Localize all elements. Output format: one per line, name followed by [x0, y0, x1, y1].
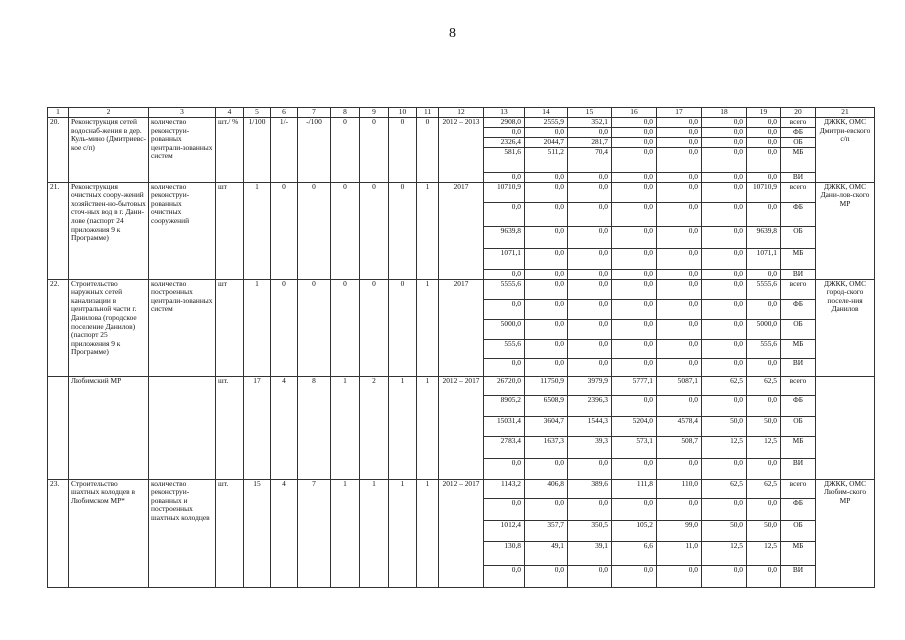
amount: 0,0 [612, 358, 657, 376]
row-number [48, 376, 69, 479]
indicator-value: 0 [331, 182, 360, 279]
amount: 0,0 [747, 395, 781, 416]
amount: 389,6 [568, 479, 612, 498]
funding-source: ОБ [781, 319, 816, 339]
amount: 1012,4 [484, 520, 525, 541]
measure-name: Строительство шахтных колодцев в Любимском МР* [69, 479, 149, 587]
indicator: количество реконструи-рованных очистных сооружений [149, 182, 216, 279]
indicator-value: 0 [417, 118, 439, 183]
amount: 0,0 [702, 248, 747, 269]
amount: 555,6 [747, 339, 781, 358]
table-row [48, 118, 875, 128]
measure-name: Реконструкция сетей водоснаб-жения в дер. Куль-мино (Дмитриевс-кое с/п) [69, 118, 149, 183]
amount: 0,0 [568, 182, 612, 202]
amount: 0,0 [568, 172, 612, 182]
indicator-value: 0 [360, 118, 389, 183]
funding-source: всего [781, 479, 816, 498]
funding-source: МБ [781, 436, 816, 458]
indicator-value: 0 [389, 118, 417, 183]
amount: 11,0 [657, 541, 702, 565]
amount: 0,0 [612, 565, 657, 587]
table-body [48, 108, 875, 588]
indicator-value: 1 [331, 376, 360, 479]
amount: 0,0 [525, 202, 568, 226]
amount: 0,0 [612, 248, 657, 269]
amount: 0,0 [702, 458, 747, 479]
amount: 39,3 [568, 436, 612, 458]
measure-name: Строительство наружных сетей канализации в центральной части г. Данилова (городское поселение Данилов) (паспорт 25 приложения 9 к Программе) [69, 279, 149, 376]
amount: 0,0 [484, 458, 525, 479]
column-number: 2 [69, 108, 149, 118]
indicator-value: 1 [331, 479, 360, 587]
amount: 11750,9 [525, 376, 568, 395]
amount: 511,2 [525, 147, 568, 172]
period: 2017 [439, 279, 484, 376]
funding-source: ОБ [781, 137, 816, 147]
measure-name: Реконструкция очистных соору-жений хозяйствен-но-бытовых сточ-ных вод в г. Дани-лове (паспорт 24 приложения 9 к Программе) [69, 182, 149, 279]
column-number: 6 [271, 108, 298, 118]
amount: 0,0 [657, 565, 702, 587]
funding-source: ВИ [781, 358, 816, 376]
amount: 0,0 [657, 226, 702, 248]
amount: 5204,0 [612, 416, 657, 436]
amount: 6,6 [612, 541, 657, 565]
amount: 0,0 [612, 458, 657, 479]
amount: 62,5 [702, 376, 747, 395]
column-number: 10 [389, 108, 417, 118]
funding-source: ФБ [781, 299, 816, 319]
funding-source: МБ [781, 339, 816, 358]
amount: 70,4 [568, 147, 612, 172]
amount: 0,0 [568, 269, 612, 279]
amount: 5777,1 [612, 376, 657, 395]
indicator-value: 0 [389, 279, 417, 376]
indicator-value: 1 [417, 279, 439, 376]
amount: 0,0 [747, 299, 781, 319]
amount: 50,0 [747, 416, 781, 436]
amount: 0,0 [702, 172, 747, 182]
amount: 0,0 [702, 565, 747, 587]
unit: шт [216, 182, 244, 279]
indicator-value: 15 [244, 479, 271, 587]
amount: 62,5 [702, 479, 747, 498]
funding-source: МБ [781, 147, 816, 172]
amount: 0,0 [657, 248, 702, 269]
amount: 0,0 [747, 118, 781, 128]
amount: 0,0 [568, 358, 612, 376]
amount: 1071,1 [484, 248, 525, 269]
indicator-value: 1 [417, 479, 439, 587]
amount: 0,0 [484, 299, 525, 319]
amount: 10710,9 [747, 182, 781, 202]
column-number: 8 [331, 108, 360, 118]
executor [816, 376, 875, 479]
amount: 12,5 [747, 541, 781, 565]
amount: 0,0 [525, 269, 568, 279]
amount: 0,0 [657, 182, 702, 202]
amount: 9639,8 [747, 226, 781, 248]
amount: 9639,8 [484, 226, 525, 248]
amount: 50,0 [747, 520, 781, 541]
amount: 0,0 [657, 118, 702, 128]
amount: 49,1 [525, 541, 568, 565]
amount: 0,0 [702, 339, 747, 358]
indicator-value: 1 [417, 376, 439, 479]
amount: 0,0 [657, 269, 702, 279]
unit: шт [216, 279, 244, 376]
column-number: 3 [149, 108, 216, 118]
period: 2012 – 2013 [439, 118, 484, 183]
amount: 0,0 [525, 226, 568, 248]
funding-source: всего [781, 376, 816, 395]
amount: 39,1 [568, 541, 612, 565]
indicator-value: -/100 [298, 118, 331, 183]
amount: 0,0 [525, 127, 568, 137]
indicator-value: 1 [244, 182, 271, 279]
amount: 0,0 [525, 279, 568, 299]
indicator-value: 1 [389, 479, 417, 587]
amount: 281,7 [568, 137, 612, 147]
amount: 50,0 [702, 416, 747, 436]
amount: 0,0 [612, 319, 657, 339]
amount: 0,0 [612, 226, 657, 248]
amount: 0,0 [747, 137, 781, 147]
indicator: количество реконструи-рованных и построенных шахтных колодцев [149, 479, 216, 587]
indicator-value: 0 [331, 279, 360, 376]
executor: ДЖКК, ОМС город-ского поселе-ния Данилов [816, 279, 875, 376]
amount: 0,0 [657, 319, 702, 339]
period: 2017 [439, 182, 484, 279]
amount: 0,0 [525, 319, 568, 339]
indicator-value: 0 [298, 279, 331, 376]
funding-source: всего [781, 182, 816, 202]
amount: 0,0 [657, 498, 702, 520]
amount: 555,6 [484, 339, 525, 358]
amount: 0,0 [484, 358, 525, 376]
column-number: 7 [298, 108, 331, 118]
indicator-value: 0 [271, 279, 298, 376]
unit: шт./ % [216, 118, 244, 183]
amount: 0,0 [612, 182, 657, 202]
amount: 0,0 [747, 202, 781, 226]
amount: 0,0 [568, 458, 612, 479]
amount: 0,0 [702, 319, 747, 339]
amount: 0,0 [568, 127, 612, 137]
amount: 0,0 [657, 358, 702, 376]
indicator-value: 1 [360, 479, 389, 587]
amount: 0,0 [612, 269, 657, 279]
amount: 0,0 [612, 279, 657, 299]
amount: 0,0 [568, 248, 612, 269]
indicator-value: 4 [271, 376, 298, 479]
amount: 0,0 [702, 279, 747, 299]
funding-source: ФБ [781, 395, 816, 416]
table-row [48, 182, 875, 202]
amount: 0,0 [525, 339, 568, 358]
amount: 0,0 [657, 395, 702, 416]
page-number: 8 [449, 26, 456, 41]
amount: 0,0 [484, 269, 525, 279]
table-row [48, 279, 875, 299]
amount: 0,0 [657, 172, 702, 182]
amount: 0,0 [702, 226, 747, 248]
amount: 4578,4 [657, 416, 702, 436]
amount: 0,0 [702, 118, 747, 128]
table-row [48, 376, 875, 395]
amount: 2783,4 [484, 436, 525, 458]
amount: 0,0 [568, 339, 612, 358]
amount: 0,0 [612, 299, 657, 319]
header-row [48, 108, 875, 118]
funding-source: ОБ [781, 520, 816, 541]
amount: 0,0 [568, 226, 612, 248]
amount: 15031,4 [484, 416, 525, 436]
amount: 0,0 [702, 269, 747, 279]
funding-source: всего [781, 118, 816, 128]
funding-source: ВИ [781, 172, 816, 182]
amount: 8905,2 [484, 395, 525, 416]
amount: 1544,3 [568, 416, 612, 436]
amount: 5555,6 [747, 279, 781, 299]
column-number: 4 [216, 108, 244, 118]
amount: 5087,1 [657, 376, 702, 395]
amount: 111,8 [612, 479, 657, 498]
indicator: количество построенных централи-зованных систем [149, 279, 216, 376]
amount: 50,0 [702, 520, 747, 541]
funding-source: МБ [781, 248, 816, 269]
amount: 406,8 [525, 479, 568, 498]
amount: 0,0 [612, 202, 657, 226]
indicator-value: 4 [271, 479, 298, 587]
funding-source: ФБ [781, 498, 816, 520]
amount: 0,0 [702, 182, 747, 202]
indicator-value: 0 [298, 182, 331, 279]
amount: 0,0 [525, 299, 568, 319]
indicator-value: 0 [389, 182, 417, 279]
amount: 0,0 [702, 137, 747, 147]
amount: 0,0 [525, 248, 568, 269]
amount: 350,5 [568, 520, 612, 541]
amount: 0,0 [525, 565, 568, 587]
amount: 0,0 [612, 137, 657, 147]
column-number: 9 [360, 108, 389, 118]
amount: 0,0 [747, 172, 781, 182]
funding-source: ВИ [781, 565, 816, 587]
amount: 0,0 [657, 458, 702, 479]
funding-source: ОБ [781, 416, 816, 436]
amount: 0,0 [612, 118, 657, 128]
row-number: 21. [48, 182, 69, 279]
amount: 0,0 [657, 299, 702, 319]
indicator-value: 17 [244, 376, 271, 479]
amount: 0,0 [484, 202, 525, 226]
amount: 99,0 [657, 520, 702, 541]
amount: 3604,7 [525, 416, 568, 436]
amount: 2555,9 [525, 118, 568, 128]
amount: 12,5 [702, 436, 747, 458]
amount: 0,0 [702, 395, 747, 416]
indicator-value: 8 [298, 376, 331, 479]
amount: 1143,2 [484, 479, 525, 498]
amount: 0,0 [657, 339, 702, 358]
amount: 573,1 [612, 436, 657, 458]
amount: 0,0 [702, 498, 747, 520]
executor: ДЖКК, ОМС Дани-лов-ского МР [816, 182, 875, 279]
amount: 12,5 [747, 436, 781, 458]
amount: 0,0 [525, 498, 568, 520]
indicator-value: 1/100 [244, 118, 271, 183]
column-number: 11 [417, 108, 439, 118]
program-table [47, 107, 875, 588]
amount: 0,0 [568, 299, 612, 319]
column-number: 5 [244, 108, 271, 118]
column-number: 13 [484, 108, 525, 118]
funding-source: МБ [781, 541, 816, 565]
amount: 0,0 [612, 127, 657, 137]
amount: 0,0 [747, 358, 781, 376]
amount: 62,5 [747, 376, 781, 395]
column-number: 21 [816, 108, 875, 118]
amount: 0,0 [568, 565, 612, 587]
funding-source: ВИ [781, 458, 816, 479]
amount: 357,7 [525, 520, 568, 541]
amount: 5555,6 [484, 279, 525, 299]
column-number: 19 [747, 108, 781, 118]
amount: 0,0 [612, 498, 657, 520]
measure-name: Любимский МР [69, 376, 149, 479]
amount: 0,0 [657, 279, 702, 299]
amount: 6508,9 [525, 395, 568, 416]
executor: ДЖКК, ОМС Дмитри-евского с/п [816, 118, 875, 183]
column-number: 17 [657, 108, 702, 118]
amount: 0,0 [484, 498, 525, 520]
amount: 0,0 [568, 202, 612, 226]
amount: 0,0 [525, 358, 568, 376]
amount: 0,0 [484, 127, 525, 137]
column-number: 12 [439, 108, 484, 118]
unit: шт. [216, 479, 244, 587]
amount: 2908,0 [484, 118, 525, 128]
unit: шт. [216, 376, 244, 479]
indicator-value: 0 [360, 182, 389, 279]
column-number: 14 [525, 108, 568, 118]
indicator-value: 2 [360, 376, 389, 479]
amount: 0,0 [657, 127, 702, 137]
amount: 5000,0 [484, 319, 525, 339]
amount: 62,5 [747, 479, 781, 498]
row-number: 22. [48, 279, 69, 376]
amount: 0,0 [612, 339, 657, 358]
amount: 110,0 [657, 479, 702, 498]
amount: 2396,3 [568, 395, 612, 416]
amount: 0,0 [568, 498, 612, 520]
amount: 0,0 [525, 458, 568, 479]
indicator-value: 1 [244, 279, 271, 376]
period: 2012 – 2017 [439, 479, 484, 587]
executor: ДЖКК, ОМС Любим-ского МР [816, 479, 875, 587]
row-number: 20. [48, 118, 69, 183]
indicator-value: 0 [331, 118, 360, 183]
column-number: 15 [568, 108, 612, 118]
amount: 352,1 [568, 118, 612, 128]
amount: 26720,0 [484, 376, 525, 395]
amount: 0,0 [702, 358, 747, 376]
amount: 3979,9 [568, 376, 612, 395]
indicator: количество реконструи-рованных централи-зованных систем [149, 118, 216, 183]
amount: 0,0 [525, 182, 568, 202]
indicator-value: 0 [271, 182, 298, 279]
amount: 2044,7 [525, 137, 568, 147]
funding-source: ВИ [781, 269, 816, 279]
amount: 5000,0 [747, 319, 781, 339]
funding-source: ОБ [781, 226, 816, 248]
amount: 130,8 [484, 541, 525, 565]
amount: 0,0 [612, 172, 657, 182]
amount: 0,0 [612, 395, 657, 416]
amount: 0,0 [484, 172, 525, 182]
amount: 0,0 [747, 565, 781, 587]
amount: 1637,3 [525, 436, 568, 458]
column-number: 18 [702, 108, 747, 118]
indicator-value: 1/- [271, 118, 298, 183]
indicator-value: 1 [417, 182, 439, 279]
amount: 0,0 [747, 147, 781, 172]
amount: 0,0 [568, 279, 612, 299]
amount: 0,0 [568, 319, 612, 339]
funding-source: ФБ [781, 127, 816, 137]
indicator-value: 7 [298, 479, 331, 587]
column-number: 20 [781, 108, 816, 118]
amount: 0,0 [747, 498, 781, 520]
amount: 0,0 [747, 458, 781, 479]
amount: 0,0 [747, 269, 781, 279]
amount: 1071,1 [747, 248, 781, 269]
amount: 10710,9 [484, 182, 525, 202]
amount: 0,0 [702, 202, 747, 226]
column-number: 1 [48, 108, 69, 118]
amount: 581,6 [484, 147, 525, 172]
amount: 0,0 [657, 202, 702, 226]
indicator-value: 1 [389, 376, 417, 479]
amount: 0,0 [525, 172, 568, 182]
amount: 0,0 [747, 127, 781, 137]
amount: 0,0 [702, 127, 747, 137]
column-number: 16 [612, 108, 657, 118]
period: 2012 – 2017 [439, 376, 484, 479]
amount: 0,0 [484, 565, 525, 587]
funding-source: всего [781, 279, 816, 299]
amount: 0,0 [612, 147, 657, 172]
amount: 0,0 [702, 299, 747, 319]
amount: 105,2 [612, 520, 657, 541]
amount: 2326,4 [484, 137, 525, 147]
funding-source: ФБ [781, 202, 816, 226]
amount: 508,7 [657, 436, 702, 458]
amount: 0,0 [657, 147, 702, 172]
amount: 0,0 [657, 137, 702, 147]
amount: 12,5 [702, 541, 747, 565]
row-number: 23. [48, 479, 69, 587]
amount: 0,0 [702, 147, 747, 172]
indicator-value: 0 [360, 279, 389, 376]
indicator [149, 376, 216, 479]
table-row [48, 479, 875, 498]
